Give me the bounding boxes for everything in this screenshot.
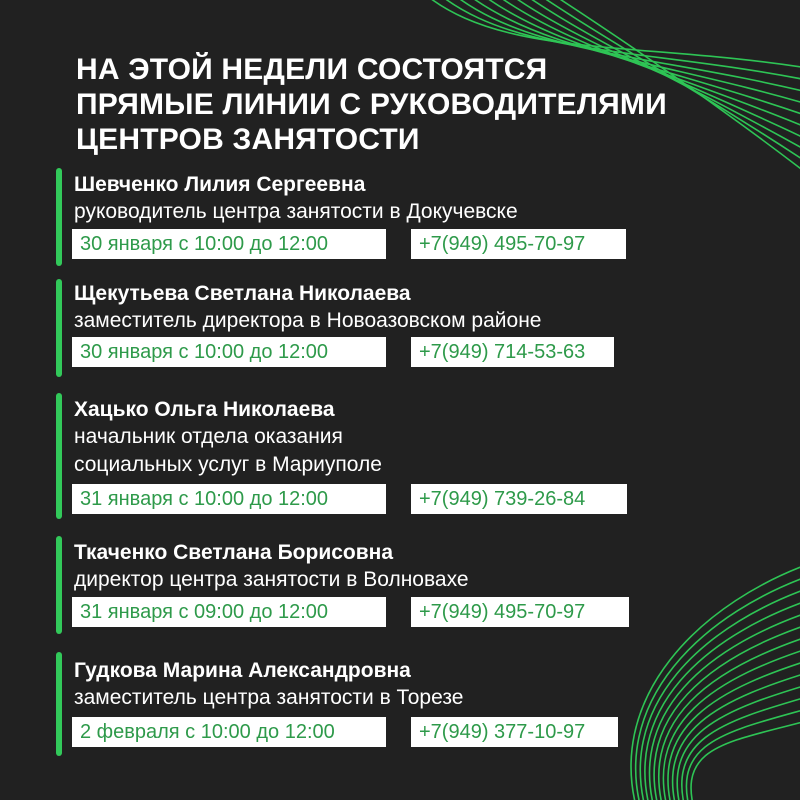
person-role-line-2: социальных услуг в Мариуполе xyxy=(74,453,382,476)
accent-bar xyxy=(56,652,62,756)
person-name: Ткаченко Светлана Борисовна xyxy=(74,541,394,564)
title-line-3: ЦЕНТРОВ ЗАНЯТОСТИ xyxy=(76,123,420,156)
decorative-line xyxy=(686,705,800,800)
person-role: заместитель центра занятости в Торезе xyxy=(74,686,464,709)
decorative-line xyxy=(682,693,800,800)
title-line-1: НА ЭТОЙ НЕДЕЛИ СОСТОЯТСЯ xyxy=(76,53,548,86)
accent-bar xyxy=(56,279,62,377)
person-name: Гудкова Марина Александровна xyxy=(74,659,411,682)
title-line-2: ПРЯМЫЕ ЛИНИИ С РУКОВОДИТЕЛЯМИ xyxy=(76,88,667,121)
person-name: Хацько Ольга Николаева xyxy=(74,398,335,421)
time-chip: 30 января с 10:00 до 12:00 xyxy=(72,337,386,367)
hotline-entry xyxy=(56,536,696,636)
person-name: Щекутьева Светлана Николаева xyxy=(74,282,411,305)
phone-chip[interactable]: +7(949) 495-70-97 xyxy=(411,229,626,259)
hotline-entry xyxy=(56,168,696,268)
hotline-entry xyxy=(56,279,696,379)
time-chip: 2 февраля с 10:00 до 12:00 xyxy=(72,717,386,747)
hotline-entry xyxy=(56,652,696,758)
time-chip: 31 января с 09:00 до 12:00 xyxy=(72,597,386,627)
decorative-line xyxy=(691,717,800,800)
page-title xyxy=(76,52,736,157)
person-name: Шевченко Лилия Сергеевна xyxy=(74,173,366,196)
phone-chip[interactable]: +7(949) 739-26-84 xyxy=(411,484,627,514)
person-role: руководитель центра занятости в Докучевске xyxy=(74,200,518,223)
person-role-line-1: начальник отдела оказания xyxy=(74,425,343,448)
time-chip: 31 января с 10:00 до 12:00 xyxy=(72,484,386,514)
accent-bar xyxy=(56,536,62,634)
accent-bar xyxy=(56,168,62,266)
phone-chip[interactable]: +7(949) 495-70-97 xyxy=(411,597,629,627)
hotline-entry xyxy=(56,393,696,521)
time-chip: 30 января с 10:00 до 12:00 xyxy=(72,229,386,259)
phone-chip[interactable]: +7(949) 377-10-97 xyxy=(411,717,618,747)
accent-bar xyxy=(56,393,62,519)
person-role: директор центра занятости в Волновахе xyxy=(74,568,469,591)
person-role: заместитель директора в Новоазовском районе xyxy=(74,309,542,332)
phone-chip[interactable]: +7(949) 714-53-63 xyxy=(411,337,614,367)
